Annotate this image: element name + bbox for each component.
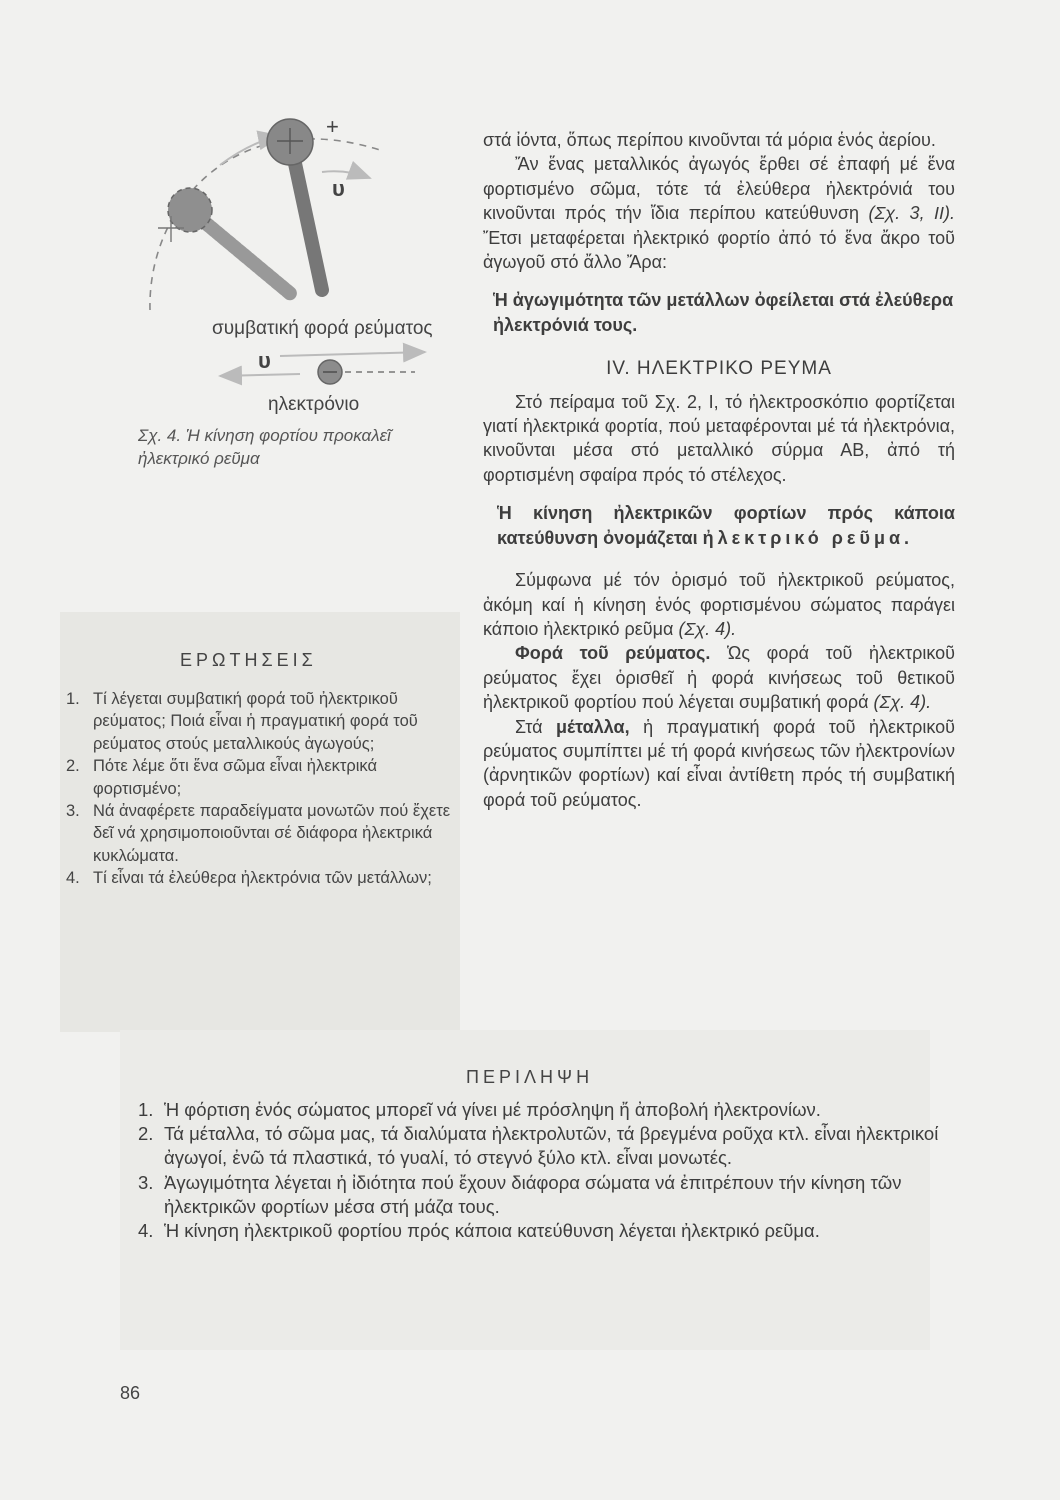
velocity-label-top: υ (332, 176, 345, 201)
summary-item (138, 1098, 958, 1122)
velocity-arrow-icon (322, 171, 370, 178)
question-number: 2. (66, 757, 80, 776)
paragraph-moving-body: Σύμφωνα μέ τόν ὁρισμό τοῦ ἠλεκτρικοῦ ρεύματος, ἀκόμη καί ἡ κίνηση ἑνός φορτισμένου σώματος παράγει κάποιο ἠλεκτρικό ρεῦμα (Σχ. 4). (483, 570, 955, 639)
page-number: 86 (120, 1383, 141, 1403)
defined-term: ἠλεκτρικό ρεῦμα. (702, 527, 914, 548)
summary-item (138, 1122, 958, 1170)
summary-item (138, 1219, 958, 1243)
question-text: Τί λέγεται συμβατική φορά τοῦ ἠλεκτρικοῦ ρεύματος; Ποιά εἶναι ἡ πραγματική φορά τοῦ ρεύματος στούς μεταλλικούς ἀγωγούς; (93, 690, 418, 753)
summary-text: Τά μέταλλα, τό σῶμα μας, τά διαλύματα ἠλεκτρολυτῶν, τά βρεγμένα ροῦχα κτλ. εἶναι ἠλεκτρικοί ἀγωγοί, ἐνῶ τά πλαστικά, τό γυαλί, τό στεγνό ξύλο κτλ. εἶναι μονωτές. (164, 1123, 939, 1169)
figure-reference: (Σχ. 4). (678, 618, 737, 639)
figure-4 (140, 110, 470, 420)
question-text: Τί εἶναι τά ἐλεύθερα ἠλεκτρόνια τῶν μετάλλων; (93, 869, 432, 888)
questions-title: ΕΡΩΤΗΣΕΙΣ (180, 650, 317, 670)
subheading-direction: Φορά τοῦ ρεύματος. (515, 643, 711, 664)
velocity-label-bottom: υ (258, 348, 271, 373)
electron-direction-arrow-icon (220, 374, 300, 376)
question-item (66, 867, 461, 889)
figure-caption: Σχ. 4. Ἡ κίνηση φορτίου προκαλεῖ ἠλεκτρικό ρεῦμα (138, 426, 391, 468)
main-text-column (483, 128, 955, 812)
summary-number: 4. (138, 1220, 154, 1242)
figure-reference: (Σχ. 4). (873, 692, 932, 713)
summary-list (138, 1098, 958, 1243)
question-text: Νά ἀναφέρετε παραδείγματα μονωτῶν πού ἔχετε δεῖ νά χρησιμοποιοῦνται σέ διάφορα ἠλεκτρικά κυκλώματα. (93, 802, 451, 865)
summary-text: Ἀγωγιμότητα λέγεται ἡ ἰδιότητα πού ἔχουν διάφορα σώματα νά ἐπιτρέπουν τήν κίνηση τῶν ἠλεκτρικῶν φορτίων μέσα στή μάζα τους. (164, 1171, 902, 1217)
summary-item (138, 1171, 958, 1219)
question-number: 3. (66, 802, 80, 821)
charge-previous-position (168, 188, 212, 232)
question-number: 4. (66, 869, 80, 888)
summary-number: 1. (138, 1099, 154, 1120)
conclusion-conductivity: Ἡ ἀγωγιμότητα τῶν μετάλλων ὀφείλεται στά ἐλεύθερα ἠλεκτρόνιά τους. (493, 290, 954, 335)
conventional-direction-arrow-icon (280, 352, 425, 356)
summary-number: 3. (138, 1171, 154, 1193)
paragraph-metals: Στά μέταλλα, ἡ πραγματική φορά τοῦ ἠλεκτρικοῦ ρεύματος συμπίπτει μέ τή φορά κινήσεως τῶν ἠλεκτρονίων (ἀρνητικῶν φορτίων) καί εἶναι ἀντίθετη πρός τή συμβατική φορά τοῦ ρεύματος. (483, 716, 955, 810)
subheading-metals: μέταλλα, (556, 716, 630, 737)
question-number: 1. (66, 690, 80, 708)
electron-label: ηλεκτρόνιο (268, 394, 360, 415)
definition-current: Ἡ κίνηση ἠλεκτρικῶν φορτίων πρός κάποια κατεύθυνση ὀνομάζεται ἠλεκτρικό ρεῦμα. (497, 503, 955, 548)
charge-motion-diagram (140, 110, 470, 420)
summary-number: 2. (138, 1123, 154, 1145)
paragraph-experiment: Στό πείραμα τοῦ Σχ. 2, Ι, τό ἠλεκτροσκόπιο φορτίζεται γιατί ἠλεκτρικά φορτία, πού μεταφέρονται μέ τά ἠλεκτρόνια, κινοῦνται μέσα στό μεταλλικό σύρμα ΑΒ, ἀπό τή φορτισμένη σφαίρα πρός τό στέλεχος. (483, 391, 955, 485)
question-text: Πότε λέμε ὅτι ἕνα σῶμα εἶναι ἠλεκτρικά φορτισμένο; (93, 757, 377, 798)
paragraph-ions: στά ἰόντα, ὅπως περίπου κινοῦνται τά μόρια ἑνός ἀερίου. (483, 130, 936, 150)
positive-charge-label: + (326, 114, 339, 139)
question-item (66, 755, 461, 800)
questions-list (66, 688, 461, 890)
figure-reference: (Σχ. 3, ΙΙ). (868, 203, 955, 224)
section-heading: IV. ΗΛΕΚΤΡΙΚΟ ΡΕΥΜΑ (606, 358, 832, 380)
conventional-direction-label: συμβατική φορά ρεύματος (212, 318, 433, 339)
summary-title: ΠΕΡΙΛΗΨΗ (466, 1067, 594, 1087)
paragraph-direction: Φορά τοῦ ρεύματος. Ὡς φορά τοῦ ἠλεκτρικοῦ ρεύματος ἔχει ὁρισθεῖ ἡ φορά κινήσεως τοῦ θετικοῦ ἠλεκτρικοῦ φορτίου πού λέγεται συμβατική φορά (Σχ. 4). (483, 643, 955, 713)
question-item (66, 688, 461, 755)
question-item (66, 800, 461, 867)
summary-text: Ἡ φόρτιση ἑνός σώματος μπορεῖ νά γίνει μέ πρόσληψη ἤ ἀποβολή ἠλεκτρονίων. (164, 1099, 821, 1120)
summary-text: Ἡ κίνηση ἠλεκτρικοῦ φορτίου πρός κάποια κατεύθυνση λέγεται ἠλεκτρικό ρεῦμα. (164, 1220, 820, 1242)
paragraph-conductor: Ἄν ἕνας μεταλλικός ἀγωγός ἔρθει σέ ἐπαφή μέ ἕνα φορτισμένο σῶμα, τότε τά ἐλεύθερα ἠλεκτρόνιά του κινοῦνται πρός τήν ἴδια περίπου κατεύθυνση (Σχ. 3, ΙΙ). Ἔτσι μεταφέρεται ἠλεκτρικό φορτίο ἀπό τό ἕνα ἄκρο τοῦ ἀγωγοῦ στό ἄλλο Ἄρα: (483, 154, 955, 273)
